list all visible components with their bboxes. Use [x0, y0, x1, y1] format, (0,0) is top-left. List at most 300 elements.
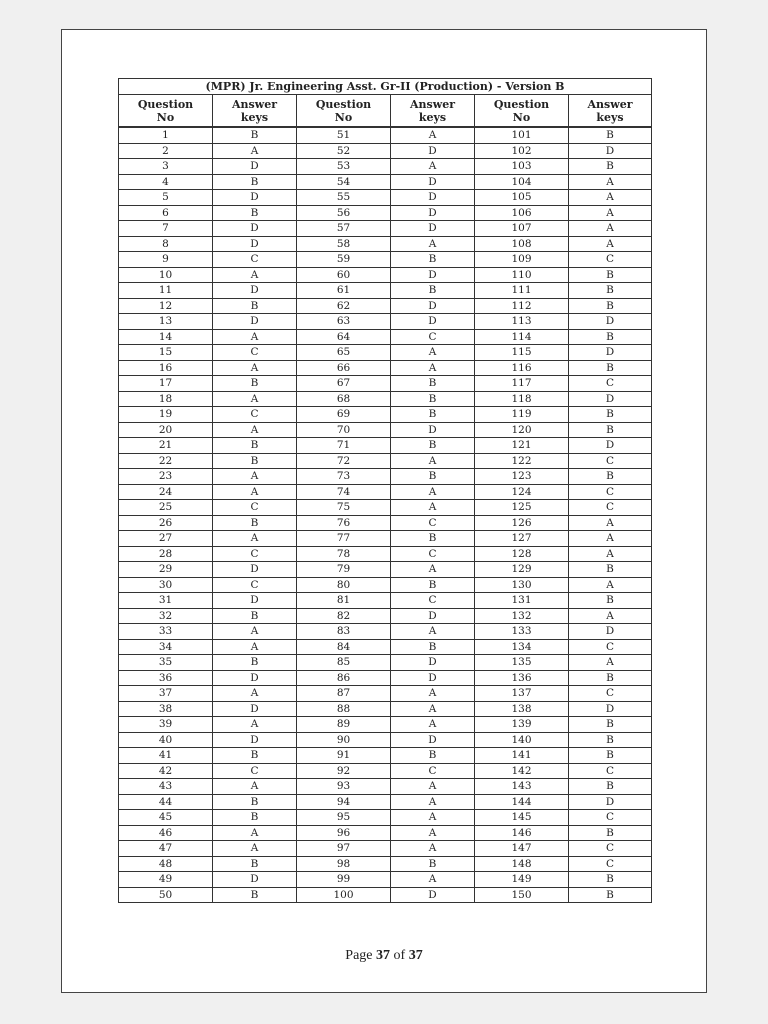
question-number-cell: 16	[119, 360, 213, 376]
question-number-cell: 53	[297, 159, 391, 175]
answer-key-cell: C	[569, 841, 652, 857]
question-number-cell: 44	[119, 794, 213, 810]
question-number-cell: 52	[297, 143, 391, 159]
question-number-cell: 33	[119, 624, 213, 640]
question-number-cell: 34	[119, 639, 213, 655]
question-number-cell: 92	[297, 763, 391, 779]
question-number-cell: 98	[297, 856, 391, 872]
page-footer	[62, 948, 706, 964]
question-number-cell: 149	[475, 872, 569, 888]
answer-key-cell: B	[391, 469, 475, 485]
question-number-cell: 118	[475, 391, 569, 407]
answer-key-cell: A	[391, 562, 475, 578]
question-number-cell: 37	[119, 686, 213, 702]
answer-key-cell: B	[213, 794, 297, 810]
question-number-cell: 4	[119, 174, 213, 190]
question-number-cell: 85	[297, 655, 391, 671]
answer-key-cell: A	[391, 500, 475, 516]
answer-key-cell: B	[569, 329, 652, 345]
table-row	[119, 422, 652, 438]
question-number-cell: 48	[119, 856, 213, 872]
answer-key-cell: A	[391, 159, 475, 175]
answer-key-cell: A	[391, 624, 475, 640]
table-row	[119, 732, 652, 748]
question-number-cell: 74	[297, 484, 391, 500]
question-number-cell: 145	[475, 810, 569, 826]
header-answer-keys: Answer keys	[213, 95, 297, 128]
table-row	[119, 872, 652, 888]
question-number-cell: 40	[119, 732, 213, 748]
question-number-cell: 113	[475, 314, 569, 330]
header-question-no: Question No	[297, 95, 391, 128]
question-number-cell: 126	[475, 515, 569, 531]
question-number-cell: 1	[119, 127, 213, 143]
answer-key-cell: D	[391, 655, 475, 671]
answer-key-cell: D	[391, 422, 475, 438]
answer-key-cell: A	[213, 779, 297, 795]
answer-key-cell: C	[213, 407, 297, 423]
question-number-cell: 87	[297, 686, 391, 702]
answer-key-cell: B	[391, 407, 475, 423]
table-row	[119, 686, 652, 702]
question-number-cell: 49	[119, 872, 213, 888]
answer-key-cell: D	[391, 608, 475, 624]
question-number-cell: 19	[119, 407, 213, 423]
answer-key-cell: D	[391, 670, 475, 686]
question-number-cell: 10	[119, 267, 213, 283]
question-number-cell: 137	[475, 686, 569, 702]
question-number-cell: 12	[119, 298, 213, 314]
question-number-cell: 80	[297, 577, 391, 593]
answer-key-cell: D	[569, 314, 652, 330]
question-number-cell: 51	[297, 127, 391, 143]
answer-key-cell: A	[213, 639, 297, 655]
question-number-cell: 3	[119, 159, 213, 175]
table-row	[119, 887, 652, 903]
table-row	[119, 670, 652, 686]
answer-key-cell: D	[391, 314, 475, 330]
answer-key-cell: C	[391, 593, 475, 609]
answer-key-cell: D	[569, 143, 652, 159]
answer-key-cell: A	[391, 127, 475, 143]
answer-key-cell: C	[391, 763, 475, 779]
question-number-cell: 11	[119, 283, 213, 299]
table-title: (MPR) Jr. Engineering Asst. Gr-II (Production) - Version B	[119, 79, 652, 95]
answer-key-cell: A	[391, 841, 475, 857]
question-number-cell: 77	[297, 531, 391, 547]
answer-key-cell: B	[569, 717, 652, 733]
question-number-cell: 42	[119, 763, 213, 779]
answer-key-table	[118, 78, 652, 903]
answer-key-cell: A	[569, 577, 652, 593]
answer-key-cell: A	[213, 360, 297, 376]
table-row	[119, 810, 652, 826]
question-number-cell: 108	[475, 236, 569, 252]
answer-key-cell: B	[569, 562, 652, 578]
table-row	[119, 639, 652, 655]
answer-key-cell: D	[391, 267, 475, 283]
answer-key-cell: A	[213, 143, 297, 159]
question-number-cell: 94	[297, 794, 391, 810]
question-number-cell: 43	[119, 779, 213, 795]
question-number-cell: 47	[119, 841, 213, 857]
answer-key-cell: B	[213, 655, 297, 671]
answer-key-cell: B	[391, 252, 475, 268]
question-number-cell: 38	[119, 701, 213, 717]
question-number-cell: 7	[119, 221, 213, 237]
question-number-cell: 150	[475, 887, 569, 903]
answer-key-cell: B	[569, 127, 652, 143]
answer-key-cell: A	[569, 221, 652, 237]
table-body	[119, 127, 652, 903]
answer-key-cell: D	[213, 562, 297, 578]
question-number-cell: 127	[475, 531, 569, 547]
table-row	[119, 531, 652, 547]
question-number-cell: 18	[119, 391, 213, 407]
answer-key-cell: A	[569, 205, 652, 221]
question-number-cell: 138	[475, 701, 569, 717]
answer-key-cell: A	[213, 469, 297, 485]
table-row	[119, 205, 652, 221]
answer-key-cell: B	[213, 438, 297, 454]
question-number-cell: 146	[475, 825, 569, 841]
header-answer-keys: Answer keys	[391, 95, 475, 128]
question-number-cell: 64	[297, 329, 391, 345]
answer-key-cell: A	[391, 345, 475, 361]
question-number-cell: 17	[119, 376, 213, 392]
answer-key-cell: B	[569, 469, 652, 485]
question-number-cell: 66	[297, 360, 391, 376]
question-number-cell: 123	[475, 469, 569, 485]
answer-key-cell: A	[569, 190, 652, 206]
table-row	[119, 329, 652, 345]
answer-key-cell: C	[569, 810, 652, 826]
question-number-cell: 68	[297, 391, 391, 407]
answer-key-cell: B	[569, 298, 652, 314]
table-row	[119, 717, 652, 733]
footer-prefix: Page	[345, 948, 377, 963]
answer-key-cell: B	[213, 608, 297, 624]
answer-key-cell: A	[569, 608, 652, 624]
question-number-cell: 116	[475, 360, 569, 376]
question-number-cell: 60	[297, 267, 391, 283]
table-row	[119, 701, 652, 717]
table-row	[119, 763, 652, 779]
table-row	[119, 469, 652, 485]
answer-key-cell: B	[569, 872, 652, 888]
answer-key-cell: A	[391, 236, 475, 252]
answer-key-cell: B	[569, 887, 652, 903]
answer-key-cell: D	[213, 732, 297, 748]
table-row	[119, 562, 652, 578]
answer-key-cell: B	[391, 438, 475, 454]
answer-key-cell: B	[569, 360, 652, 376]
table-row	[119, 546, 652, 562]
answer-key-cell: A	[213, 484, 297, 500]
answer-key-cell: C	[569, 484, 652, 500]
table-row	[119, 376, 652, 392]
question-number-cell: 96	[297, 825, 391, 841]
question-number-cell: 62	[297, 298, 391, 314]
answer-key-cell: B	[213, 748, 297, 764]
answer-key-cell: B	[569, 267, 652, 283]
answer-key-cell: B	[391, 856, 475, 872]
answer-key-cell: D	[391, 887, 475, 903]
answer-key-cell: A	[213, 841, 297, 857]
question-number-cell: 20	[119, 422, 213, 438]
answer-key-cell: D	[213, 670, 297, 686]
table-row	[119, 593, 652, 609]
answer-key-cell: D	[569, 438, 652, 454]
question-number-cell: 122	[475, 453, 569, 469]
answer-key-cell: D	[213, 701, 297, 717]
answer-key-cell: A	[569, 546, 652, 562]
table-row	[119, 190, 652, 206]
question-number-cell: 9	[119, 252, 213, 268]
header-question-no: Question No	[119, 95, 213, 128]
footer-current-page: 37	[376, 948, 391, 963]
question-number-cell: 103	[475, 159, 569, 175]
answer-key-cell: D	[569, 624, 652, 640]
question-number-cell: 32	[119, 608, 213, 624]
table-row	[119, 360, 652, 376]
question-number-cell: 54	[297, 174, 391, 190]
question-number-cell: 117	[475, 376, 569, 392]
question-number-cell: 148	[475, 856, 569, 872]
answer-key-cell: A	[213, 391, 297, 407]
question-number-cell: 39	[119, 717, 213, 733]
answer-key-cell: D	[569, 701, 652, 717]
question-number-cell: 142	[475, 763, 569, 779]
table-row	[119, 267, 652, 283]
answer-key-cell: A	[213, 422, 297, 438]
answer-key-cell: A	[569, 174, 652, 190]
question-number-cell: 13	[119, 314, 213, 330]
answer-key-cell: B	[213, 127, 297, 143]
question-number-cell: 65	[297, 345, 391, 361]
answer-key-cell: B	[569, 748, 652, 764]
question-number-cell: 50	[119, 887, 213, 903]
table-row	[119, 174, 652, 190]
table-row	[119, 143, 652, 159]
question-number-cell: 59	[297, 252, 391, 268]
answer-key-cell: B	[213, 376, 297, 392]
answer-key-cell: A	[391, 825, 475, 841]
question-number-cell: 99	[297, 872, 391, 888]
answer-key-cell: A	[213, 825, 297, 841]
question-number-cell: 36	[119, 670, 213, 686]
answer-key-cell: C	[213, 577, 297, 593]
answer-key-cell: B	[213, 515, 297, 531]
question-number-cell: 2	[119, 143, 213, 159]
question-number-cell: 112	[475, 298, 569, 314]
answer-key-cell: D	[569, 794, 652, 810]
answer-key-cell: B	[569, 593, 652, 609]
question-number-cell: 141	[475, 748, 569, 764]
question-number-cell: 147	[475, 841, 569, 857]
question-number-cell: 23	[119, 469, 213, 485]
answer-key-cell: D	[213, 872, 297, 888]
question-number-cell: 56	[297, 205, 391, 221]
question-number-cell: 104	[475, 174, 569, 190]
question-number-cell: 22	[119, 453, 213, 469]
table-row	[119, 825, 652, 841]
question-number-cell: 97	[297, 841, 391, 857]
answer-key-cell: B	[569, 779, 652, 795]
question-number-cell: 28	[119, 546, 213, 562]
table-row	[119, 608, 652, 624]
question-number-cell: 73	[297, 469, 391, 485]
answer-key-cell: D	[213, 190, 297, 206]
header-answer-keys: Answer keys	[569, 95, 652, 128]
answer-key-cell: A	[213, 531, 297, 547]
question-number-cell: 144	[475, 794, 569, 810]
table-header-row	[119, 95, 652, 128]
question-number-cell: 35	[119, 655, 213, 671]
question-number-cell: 140	[475, 732, 569, 748]
question-number-cell: 8	[119, 236, 213, 252]
table-row	[119, 794, 652, 810]
answer-key-cell: D	[391, 732, 475, 748]
answer-key-cell: C	[569, 500, 652, 516]
answer-key-cell: D	[213, 221, 297, 237]
table-row	[119, 500, 652, 516]
question-number-cell: 120	[475, 422, 569, 438]
table-row	[119, 577, 652, 593]
answer-key-cell: B	[213, 810, 297, 826]
answer-key-cell: B	[569, 732, 652, 748]
question-number-cell: 30	[119, 577, 213, 593]
question-number-cell: 90	[297, 732, 391, 748]
footer-total-pages: 37	[408, 948, 423, 963]
answer-key-cell: B	[213, 453, 297, 469]
answer-key-cell: D	[569, 345, 652, 361]
answer-key-cell: B	[213, 298, 297, 314]
question-number-cell: 5	[119, 190, 213, 206]
question-number-cell: 14	[119, 329, 213, 345]
answer-key-cell: A	[569, 531, 652, 547]
table-row	[119, 127, 652, 143]
answer-key-cell: A	[391, 810, 475, 826]
table-row	[119, 298, 652, 314]
answer-key-cell: C	[391, 546, 475, 562]
answer-key-cell: A	[213, 717, 297, 733]
answer-key-cell: A	[391, 872, 475, 888]
question-number-cell: 15	[119, 345, 213, 361]
table-row	[119, 283, 652, 299]
answer-key-cell: D	[391, 143, 475, 159]
answer-key-cell: C	[569, 639, 652, 655]
answer-key-cell: C	[213, 500, 297, 516]
answer-key-cell: D	[569, 391, 652, 407]
question-number-cell: 45	[119, 810, 213, 826]
table-row	[119, 779, 652, 795]
answer-key-cell: B	[569, 407, 652, 423]
question-number-cell: 75	[297, 500, 391, 516]
question-number-cell: 105	[475, 190, 569, 206]
answer-key-cell: C	[213, 763, 297, 779]
question-number-cell: 121	[475, 438, 569, 454]
answer-key-cell: B	[391, 577, 475, 593]
question-number-cell: 110	[475, 267, 569, 283]
question-number-cell: 57	[297, 221, 391, 237]
question-number-cell: 135	[475, 655, 569, 671]
answer-key-cell: B	[391, 639, 475, 655]
answer-key-cell: B	[391, 376, 475, 392]
answer-key-cell: D	[213, 159, 297, 175]
question-number-cell: 31	[119, 593, 213, 609]
question-number-cell: 115	[475, 345, 569, 361]
question-number-cell: 107	[475, 221, 569, 237]
table-row	[119, 221, 652, 237]
question-number-cell: 72	[297, 453, 391, 469]
table-row	[119, 438, 652, 454]
question-number-cell: 25	[119, 500, 213, 516]
answer-key-cell: C	[569, 856, 652, 872]
question-number-cell: 91	[297, 748, 391, 764]
question-number-cell: 84	[297, 639, 391, 655]
question-number-cell: 71	[297, 438, 391, 454]
question-number-cell: 21	[119, 438, 213, 454]
answer-key-cell: A	[391, 484, 475, 500]
question-number-cell: 63	[297, 314, 391, 330]
question-number-cell: 82	[297, 608, 391, 624]
answer-key-cell: A	[569, 655, 652, 671]
question-number-cell: 132	[475, 608, 569, 624]
question-number-cell: 67	[297, 376, 391, 392]
table-row	[119, 159, 652, 175]
question-number-cell: 24	[119, 484, 213, 500]
question-number-cell: 114	[475, 329, 569, 345]
answer-key-cell: B	[213, 174, 297, 190]
table-row	[119, 515, 652, 531]
question-number-cell: 139	[475, 717, 569, 733]
question-number-cell: 101	[475, 127, 569, 143]
question-number-cell: 6	[119, 205, 213, 221]
answer-key-cell: B	[569, 670, 652, 686]
answer-key-cell: A	[569, 236, 652, 252]
table-row	[119, 484, 652, 500]
answer-key-cell: A	[213, 624, 297, 640]
table-row	[119, 236, 652, 252]
answer-key-cell: A	[391, 360, 475, 376]
answer-key-cell: B	[391, 748, 475, 764]
question-number-cell: 88	[297, 701, 391, 717]
answer-key-cell: C	[391, 515, 475, 531]
answer-key-cell: A	[391, 686, 475, 702]
header-question-no: Question No	[475, 95, 569, 128]
table-row	[119, 748, 652, 764]
answer-key-cell: C	[213, 345, 297, 361]
question-number-cell: 133	[475, 624, 569, 640]
answer-key-cell: C	[569, 252, 652, 268]
answer-key-cell: C	[569, 376, 652, 392]
table-title-row	[119, 79, 652, 95]
answer-key-cell: D	[391, 298, 475, 314]
question-number-cell: 89	[297, 717, 391, 733]
question-number-cell: 111	[475, 283, 569, 299]
answer-key-cell: C	[213, 252, 297, 268]
answer-key-cell: A	[391, 717, 475, 733]
answer-key-cell: D	[391, 190, 475, 206]
question-number-cell: 95	[297, 810, 391, 826]
answer-key-cell: D	[213, 593, 297, 609]
question-number-cell: 29	[119, 562, 213, 578]
answer-key-cell: A	[569, 515, 652, 531]
answer-key-cell: C	[569, 453, 652, 469]
question-number-cell: 129	[475, 562, 569, 578]
answer-key-cell: D	[213, 314, 297, 330]
